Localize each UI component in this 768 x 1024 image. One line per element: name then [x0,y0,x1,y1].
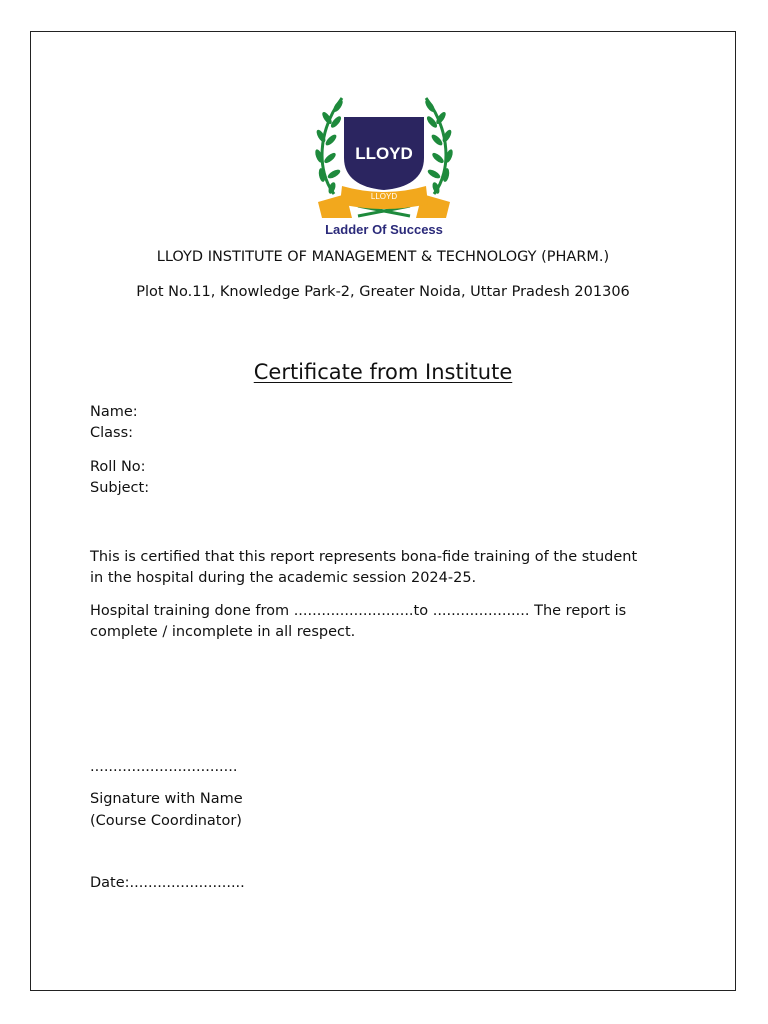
signature-label: Signature with Name [90,791,243,807]
svg-text:LLOYD: LLOYD [370,192,398,201]
name-field-label: Name: [90,404,138,420]
lloyd-crest-icon [312,90,456,240]
roll-no-field-label: Roll No: [90,459,146,475]
subject-field-label: Subject: [90,480,150,496]
document-title: Certificate from Institute [253,360,513,384]
training-paragraph: Hospital training done from ..........................to ..................... The report is complete / incomplete in all respect. [90,603,627,640]
signature-line: ................................ [90,759,238,775]
institute-address: Plot No.11, Knowledge Park-2, Greater Noida, Uttar Pradesh 201306 [136,284,630,300]
certification-paragraph: This is certified that this report represents bona-fide training of the student in the hospital during the academic session 2024-25. [90,549,638,586]
class-field-label: Class: [90,425,134,441]
institute-logo [312,90,456,240]
signature-role: (Course Coordinator) [90,813,242,829]
date-field: Date:......................... [90,875,245,891]
logo-tagline: Ladder Of Success [325,222,443,237]
institute-name: LLOYD INSTITUTE OF MANAGEMENT & TECHNOLOGY (PHARM.) [156,249,610,265]
svg-text:LLOYD: LLOYD [355,144,413,163]
